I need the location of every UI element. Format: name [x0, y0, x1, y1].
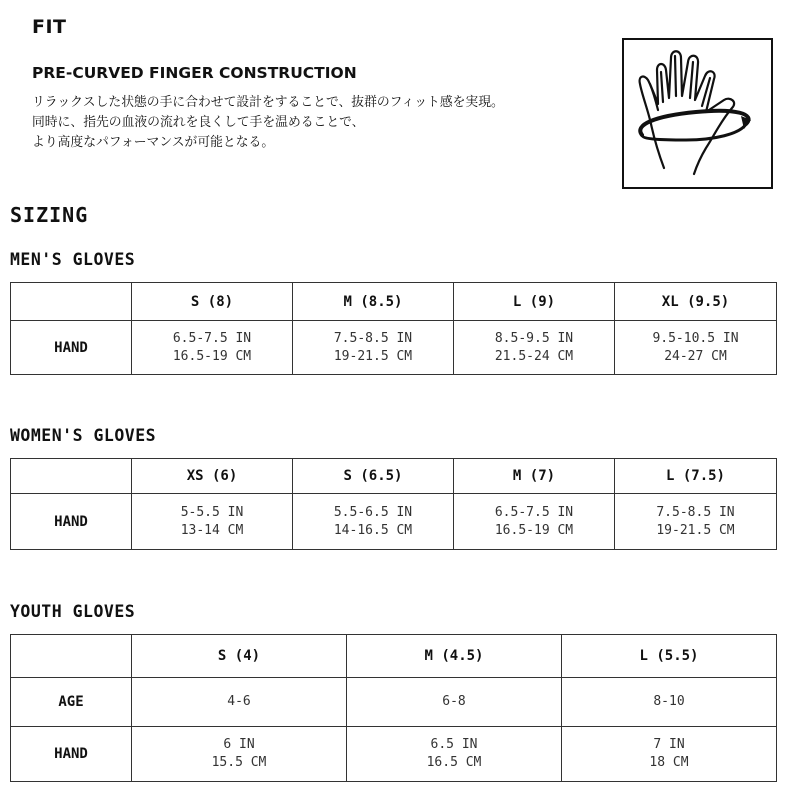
cm-value: 13-14 CM [180, 522, 244, 538]
cm-value: 24-27 CM [664, 348, 727, 364]
fit-description-line: より高度なパフォーマンスが可能となる。 [32, 135, 275, 150]
row-label-hand: HAND [11, 727, 132, 782]
size-header: S (6.5) [293, 459, 454, 494]
table-corner-cell [11, 459, 132, 494]
age-cell: 6-8 [347, 678, 562, 727]
hand-size-cell [132, 494, 293, 550]
hand-size-cell [293, 494, 454, 550]
inches-value: 5.5-6.5 IN [333, 504, 413, 520]
size-header: XL (9.5) [615, 283, 777, 321]
youth-size-table [10, 634, 777, 782]
size-header: L (7.5) [615, 459, 777, 494]
inches-value: 6.5-7.5 IN [172, 330, 252, 346]
hand-size-cell [132, 727, 347, 782]
mens-gloves-title: MEN'S GLOVES [10, 250, 136, 269]
cm-value: 18 CM [649, 755, 689, 770]
age-cell: 4-6 [132, 678, 347, 727]
size-header: S (4) [132, 635, 347, 678]
table-row [11, 727, 777, 782]
hand-size-cell [562, 727, 777, 782]
sizing-title: SIZING [10, 203, 89, 227]
cm-value: 16.5-19 CM [172, 348, 252, 364]
cm-value: 14-16.5 CM [333, 522, 413, 538]
table-header-row [11, 459, 777, 494]
inches-value: 7 IN [653, 737, 685, 752]
table-row [11, 678, 777, 727]
inches-value: 9.5-10.5 IN [652, 330, 739, 346]
inches-value: 6.5 IN [430, 737, 478, 752]
cm-value: 19-21.5 CM [656, 522, 735, 538]
inches-value: 7.5-8.5 IN [333, 330, 413, 346]
table-row [11, 321, 777, 375]
fit-description [32, 93, 504, 153]
womens-gloves-title: WOMEN'S GLOVES [10, 426, 157, 445]
inches-value: 5-5.5 IN [180, 504, 244, 520]
size-header: L (9) [454, 283, 615, 321]
table-header-row [11, 635, 777, 678]
fit-description-line: リラックスした状態の手に合わせて設計をすることで、抜群のフィット感を実現。 [32, 95, 504, 110]
hand-size-cell [293, 321, 454, 375]
inches-value: 7.5-8.5 IN [656, 504, 735, 520]
age-cell: 8-10 [562, 678, 777, 727]
inches-value: 6 IN [223, 737, 255, 752]
size-header: M (7) [454, 459, 615, 494]
youth-gloves-title: YOUTH GLOVES [10, 602, 136, 621]
table-header-row [11, 283, 777, 321]
hand-size-cell [615, 321, 777, 375]
glove-illustration [622, 38, 773, 189]
row-label-hand: HAND [11, 494, 132, 550]
cm-value: 21.5-24 CM [494, 348, 574, 364]
inches-value: 8.5-9.5 IN [494, 330, 574, 346]
row-label-age: AGE [11, 678, 132, 727]
table-corner-cell [11, 283, 132, 321]
hand-size-cell [347, 727, 562, 782]
table-row [11, 494, 777, 550]
mens-size-table [10, 282, 777, 375]
inches-value: 6.5-7.5 IN [494, 504, 574, 520]
size-header: L (5.5) [562, 635, 777, 678]
hand-size-cell [132, 321, 293, 375]
cm-value: 19-21.5 CM [333, 348, 413, 364]
hand-wrap-icon [624, 40, 771, 187]
fit-title: FIT [32, 16, 67, 38]
size-header: M (8.5) [293, 283, 454, 321]
womens-size-table [10, 458, 777, 550]
size-header: M (4.5) [347, 635, 562, 678]
hand-size-cell [615, 494, 777, 550]
hand-size-cell [454, 321, 615, 375]
table-corner-cell [11, 635, 132, 678]
size-header: XS (6) [132, 459, 293, 494]
size-header: S (8) [132, 283, 293, 321]
fit-description-line: 同時に、指先の血液の流れを良くして手を温めることで、 [32, 115, 365, 130]
row-label-hand: HAND [11, 321, 132, 375]
hand-size-cell [454, 494, 615, 550]
cm-value: 16.5-19 CM [494, 522, 574, 538]
cm-value: 16.5 CM [426, 755, 482, 770]
fit-subtitle: PRE-CURVED FINGER CONSTRUCTION [32, 64, 357, 82]
cm-value: 15.5 CM [211, 755, 267, 770]
